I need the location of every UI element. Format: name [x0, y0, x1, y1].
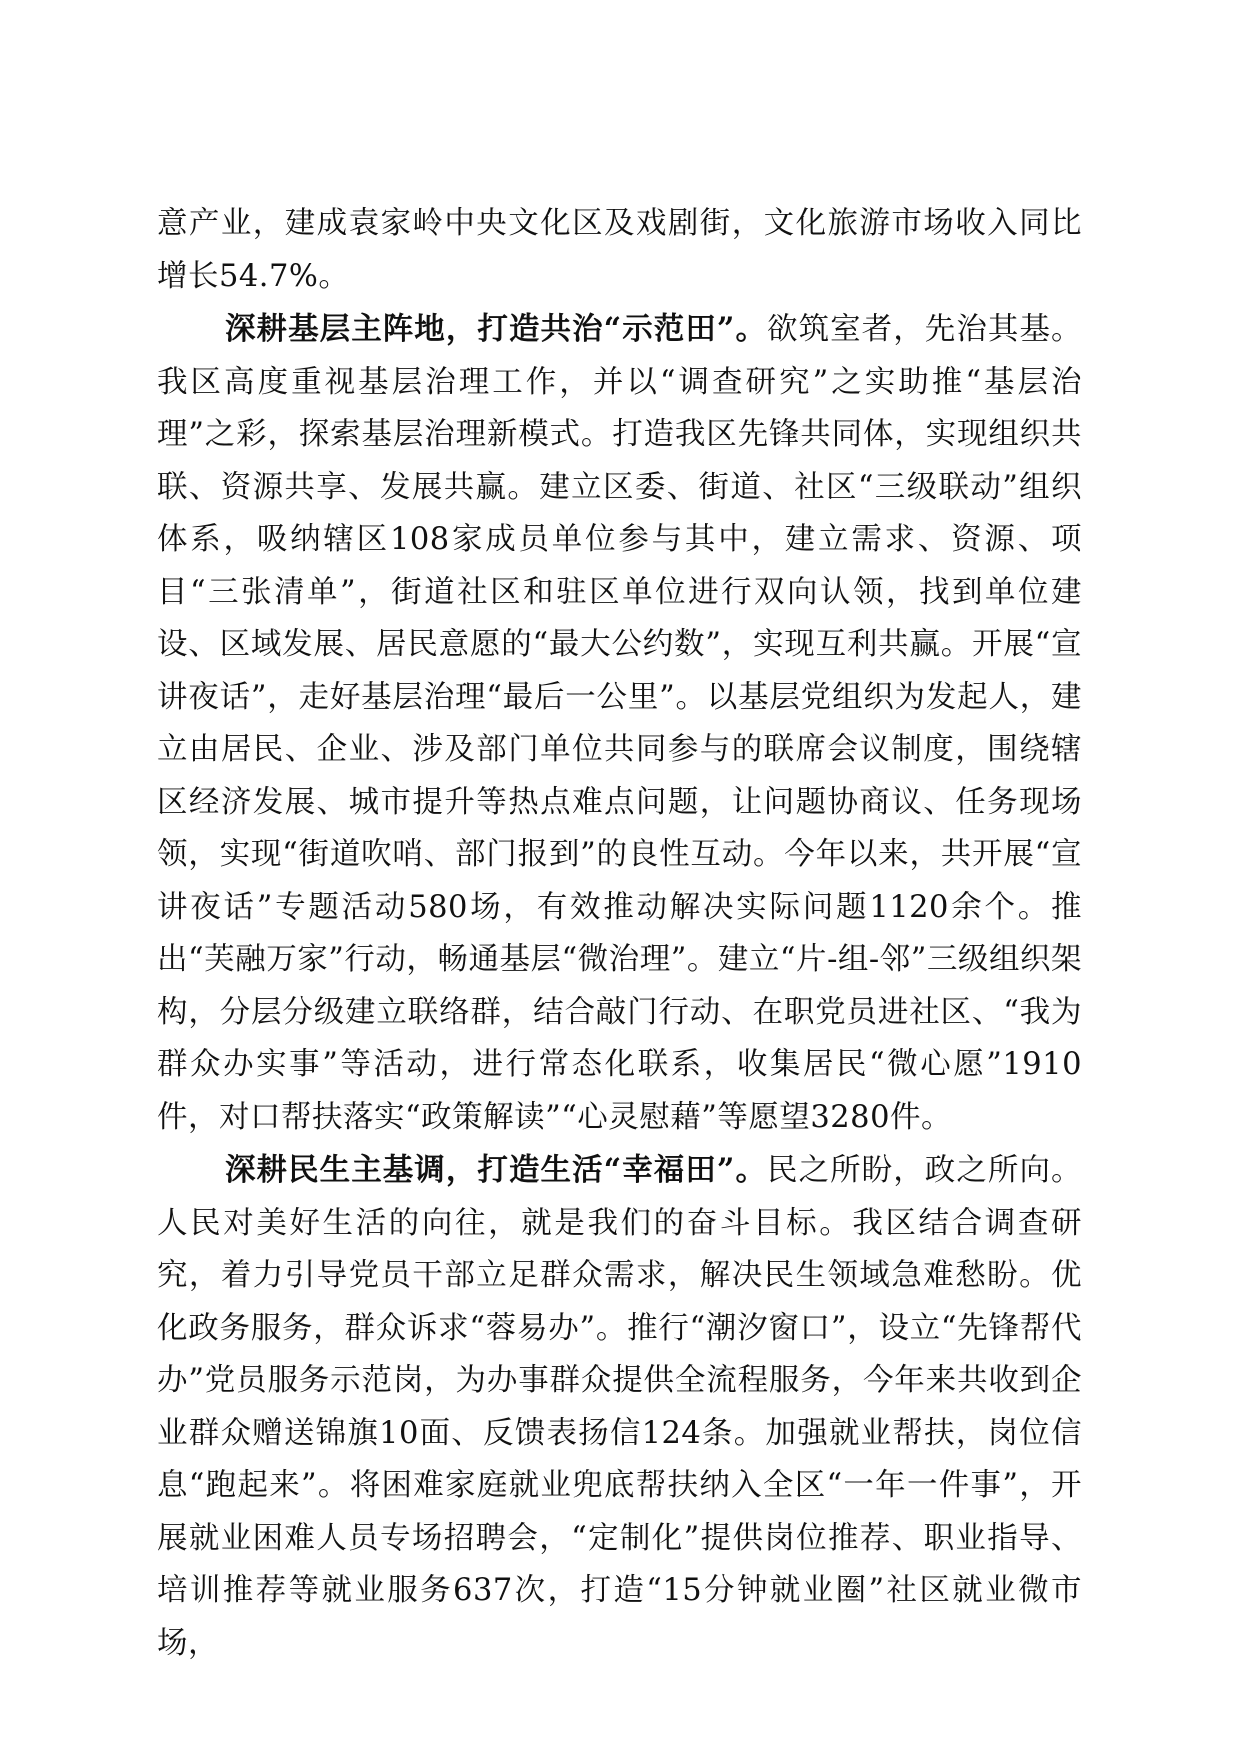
paragraph-heading: 深耕基层主阵地，打造共治“示范田”。 [225, 311, 768, 347]
paragraph-heading: 深耕民生主基调，打造生活“幸福田”。 [225, 1152, 768, 1188]
paragraph-text: 意产业，建成袁家岭中央文化区及戏剧街，文化旅游市场收入同比增长54.7%。 [157, 206, 1082, 294]
paragraph-livelihood [157, 1144, 1082, 1670]
paragraph-continuation [157, 198, 1082, 303]
paragraph-text: 欲筑室者，先治其基。我区高度重视基层治理工作，并以“调查研究”之实助推“基层治理”之彩，探索基层治理新模式。打造我区先锋共同体，实现组织共联、资源共享、发展共赢。建立区委、街道、社区“三级联动”组织体系，吸纳辖区108家成员单位参与其中，建立需求、资源、项目“三张清单”，街道社区和驻区单位进行双向认领，找到单位建设、区域发展、居民意愿的“最大公约数”，实现互利共赢。开展“宣讲夜话”，走好基层治理“最后一公里”。以基层党组织为发起人，建立由居民、企业、涉及部门单位共同参与的联席会议制度，围绕辖区经济发展、城市提升等热点难点问题，让问题协商议、任务现场领，实现“街道吹哨、部门报到”的良性互动。今年以来，共开展“宣讲夜话”专题活动580场，有效推动解决实际问题1120余个。推出“芙融万家”行动，畅通基层“微治理”。建立“片-组-邻”三级组织架构，分层分级建立联络群，结合敲门行动、在职党员进社区、“我为群众办实事”等活动，进行常态化联系，收集居民“微心愿”1910件，对口帮扶落实“政策解读”“心灵慰藉”等愿望3280件。 [157, 312, 1082, 1135]
paragraph-grassroots-governance [157, 303, 1082, 1144]
document-page [157, 198, 1082, 1670]
paragraph-text: 民之所盼，政之所向。人民对美好生活的向往，就是我们的奋斗目标。我区结合调查研究，着力引导党员干部立足群众需求，解决民生领域急难愁盼。优化政务服务，群众诉求“蓉易办”。推行“潮汐窗口”，设立“先锋帮代办”党员服务示范岗，为办事群众提供全流程服务，今年来共收到企业群众赠送锦旗10面、反馈表扬信124条。加强就业帮扶，岗位信息“跑起来”。将困难家庭就业兜底帮扶纳入全区“一年一件事”，开展就业困难人员专场招聘会，“定制化”提供岗位推荐、职业指导、培训推荐等就业服务637次，打造“15分钟就业圈”社区就业微市场， [157, 1153, 1082, 1661]
